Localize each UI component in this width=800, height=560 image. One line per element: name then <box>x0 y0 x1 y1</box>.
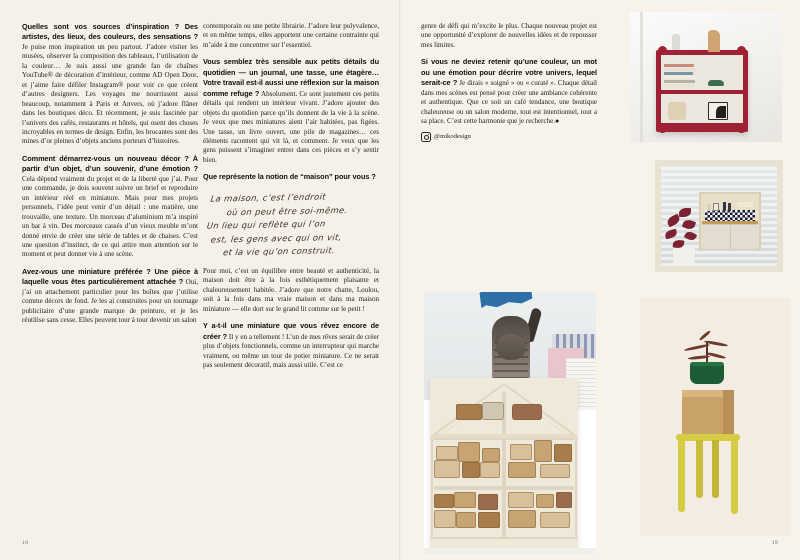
question-dream-miniature: Y a-t-il une miniature que vous rêvez encore de créer ? <box>203 321 379 341</box>
red-shelf-unit <box>656 50 748 132</box>
answer-dream-miniature: Il y en a tellement ! L’un de mes rêves serait de créer plus d’objets fonctionnels, comme un interrupteur qui marche vraiment, ou même un tour de potier miniature. Ce ne serait pas seulement décoratif, mais aussi utile. C’est ce <box>203 332 379 369</box>
wall-seam <box>640 12 643 142</box>
handwritten-line-3: Un lieu qui reflète qui l’on <box>206 218 327 231</box>
mini-book <box>664 80 695 83</box>
qa-block-small-details <box>203 57 379 165</box>
qa-block-dream-miniature <box>203 321 379 370</box>
basket <box>456 512 476 528</box>
basket <box>478 494 498 510</box>
handwritten-line-5: et la vie qu’on construit. <box>222 245 336 258</box>
kitchen-pendant-lamp <box>737 202 753 207</box>
mini-book <box>664 76 697 79</box>
stool-leg <box>731 440 738 514</box>
basket <box>456 404 482 420</box>
dried-plant-foreground <box>663 204 707 266</box>
pot-rim <box>690 362 724 366</box>
dried-leaf <box>679 208 691 217</box>
white-pot <box>673 246 695 266</box>
column-one <box>22 22 198 326</box>
box-side-face <box>723 390 734 434</box>
counter-jar <box>707 204 711 211</box>
cardboard-box <box>682 390 734 434</box>
miniature-kitchen-nook-photo <box>655 160 783 272</box>
mini-black-shape <box>716 106 726 118</box>
qa-block-inspiration <box>22 22 198 147</box>
basket <box>482 448 500 462</box>
question-small-details: Vous semblez très sensible aux petits détails du quotidien — un journal, une tasse, une étagère… Votre travail est-il aussi une réflexion sur la maison comme refuge ? <box>203 57 379 98</box>
basket <box>508 492 534 508</box>
basket <box>510 444 532 460</box>
basket <box>478 512 500 528</box>
mini-green-car <box>708 80 724 86</box>
basket <box>534 440 552 462</box>
column-three <box>421 22 597 142</box>
mini-book <box>664 84 694 87</box>
mini-glass-bottle <box>672 34 680 50</box>
basket <box>508 510 536 528</box>
cat-on-dollhouse-shelf-photo <box>424 292 596 554</box>
answer-small-details: Absolument. Ce sont justement ces petits détails qui rendent un intérieur vivant. J’adore ajouter des objets du quotidien parce qu’ils donnent de la vie à la scène. Je veux que mes miniatures aient l’air habitées, pas figées. Une tasse, un livre ouvert, une pile de magazines… ces éléments racontent qui vit là, et comment. Je veux que les gens puissent s’imaginer entrer dans ces pièces et s’y sentir bien. <box>203 89 379 164</box>
basket <box>540 464 570 478</box>
counter-bottle-dark <box>723 202 726 211</box>
counter-picture <box>713 203 719 211</box>
dried-leaf <box>664 229 678 240</box>
mini-wooden-figure <box>708 30 720 52</box>
stool-leg <box>712 440 719 498</box>
qa-block-favorite-miniature <box>22 267 198 326</box>
photo-inner-area <box>661 166 777 266</box>
basket <box>482 402 504 420</box>
page-number-left: 18 <box>22 540 29 546</box>
shelf-leg-right <box>738 123 745 133</box>
answer-one-word: Je dirais « soigné » ou « curaté ». Chaque détail dans mes scènes est pensé pour créer une ambiance cohérente et authentique. Que ce soit un café tendance, une boutique chaleureuse ou un salon moderne, tout est intentionnel, tout a sa place. C’est cette harmonie que je recherche. <box>421 79 597 126</box>
stool-leg <box>678 440 685 512</box>
checkered-backsplash <box>705 210 755 221</box>
column-two <box>203 22 379 370</box>
dried-leaf <box>682 218 696 231</box>
plant-on-box-yellow-stool-photo <box>640 298 790 536</box>
page-number-right: 19 <box>771 540 778 546</box>
basket <box>556 492 572 508</box>
answer-notion-of-home: Pour moi, c’est un équilibre entre beauté et authenticité, la maison doit être à la fois esthétiquement plaisante et chaleureusement habitée. J’adore que notre chatte, Loulou, soit à la fois dans ma vraie maison et dans ma maison miniature — elle dort sur le grand lit comme sur le petit ! <box>203 266 379 313</box>
dollhouse-shelf <box>430 378 578 548</box>
shelf-leg-left <box>659 123 666 133</box>
yellow-stool <box>676 434 740 514</box>
question-favorite-miniature: Avez-vous une miniature préférée ? Une pièce à laquelle vous êtes particulièrement attachée ? <box>22 266 198 287</box>
green-plant-pot <box>690 362 724 384</box>
shelf-middle-board <box>661 90 743 94</box>
qa-block-one-word <box>421 57 597 126</box>
instagram-handle[interactable]: @mikodesign <box>434 132 471 140</box>
handwritten-pullquote <box>200 189 384 260</box>
basket <box>436 446 458 460</box>
kitchen-cabinets <box>702 224 758 249</box>
basket <box>540 512 570 528</box>
mini-book <box>664 68 696 71</box>
shelf-top-right-curve <box>737 46 746 55</box>
basket <box>508 462 536 478</box>
instagram-icon <box>421 132 431 142</box>
qa-block-new-decor <box>22 154 198 260</box>
answer-favorite-miniature-continued: contemporain ou une petite librairie. J’adore leur polyvalence, et en même temps, elles apportent une certaine contrainte qui m’aide à me concentrer sur l’essentiel. <box>203 22 379 49</box>
basket <box>462 462 480 478</box>
instagram-credit[interactable] <box>421 132 597 142</box>
stool-leg <box>696 440 703 498</box>
mini-book <box>664 72 693 75</box>
question-new-decor: Comment démarrez-vous un nouveau décor ? À partir d’un objet, d’un souvenir, d’une émotion ? <box>22 153 198 174</box>
mini-book <box>664 64 694 67</box>
shelf-top-left-curve <box>658 46 667 55</box>
answer-new-decor: Cela dépend vraiment du projet et de la liberté que j’ai. Pour une commande, je dois souvent suivre un brief et reproduire un intérieur réel en miniature. Mais pour mes projets personnels, l’idée peut venir d’un détail : une matière, une trouvaille, une texture. Un morceau d’aluminium m’a inspiré un bar à vin. Des morceaux cassés d’un vieux meuble m’ont donné envie de créer une série de tables et de chaises. C’est une question d’instinct, de ce qui attire mon attention sur le moment et peut donner vie à une scène. <box>22 174 198 259</box>
basket <box>536 494 554 508</box>
question-one-word: Si vous ne deviez retenir qu’une couleur, un mot ou une émotion pour décrire votre univers, lequel serait-ce ? <box>421 57 597 88</box>
question-notion-of-home: Que représente la notion de “maison” pour vous ? <box>203 172 376 182</box>
handwritten-line-4: est, les gens avec qui on vit, <box>210 231 343 245</box>
answer-favorite-miniature: Oui, j’ai un attachement particulier pour les boîtes que j’utilise comme décors de fond. Je les ai construites pour un tournage publicitaire d’une grande marque de peinture, et je les réutilise sans cesse. Elles peuvent tour à tour devenir un salon <box>22 278 198 325</box>
cat-head <box>496 334 526 360</box>
answer-dream-miniature-continued: genre de défi qui m’excite le plus. Chaque nouveau projet est une opportunité d’explorer de nouvelles idées et de repousser mes limites. <box>421 22 597 49</box>
basket <box>512 404 542 420</box>
dried-leaf <box>684 230 697 242</box>
basket <box>480 462 500 478</box>
answer-inspiration: Je puise mon inspiration un peu partout. J’adore visiter les musées, observer la composition des tableaux, l’utilisation de la couleur… Je suis aussi une grande fan de chaînes YouTube® de décoration d’intérieur, comme AD Open Door, et j’aime faire défiler Instagram® pour voir ce que créent d’autres designers. Les voyages me nourrissent aussi beaucoup, notamment à Paris et Anvers, où j’adore flâner dans les boutiques déco. Et récemment, je suis fascinée par l’univers des cafés, restaurants et hôtels, qui osent des choses incroyables en termes de design. Enfin, les brocantes sont des mines d’or pleines d’objets anciens porteurs d’histoires. <box>22 42 198 146</box>
question-inspiration: Quelles sont vos sources d’inspiration ? Des artistes, des lieux, des couleurs, des sensations ? <box>22 22 198 42</box>
basket <box>434 494 454 508</box>
basket <box>458 442 480 462</box>
counter-bottle-dark-2 <box>728 203 731 211</box>
red-miniature-shelf-photo <box>630 12 782 142</box>
basket <box>434 510 456 528</box>
handwritten-line-2: où on peut être soi-même. <box>226 204 349 217</box>
handwritten-line-1: La maison, c’est l’endroit <box>209 191 327 204</box>
mini-beige-object <box>668 102 686 120</box>
photo-floor-strip <box>424 548 596 554</box>
basket <box>454 492 476 508</box>
end-of-article-mark: ● <box>555 117 560 126</box>
basket <box>554 444 572 462</box>
basket <box>434 460 460 478</box>
